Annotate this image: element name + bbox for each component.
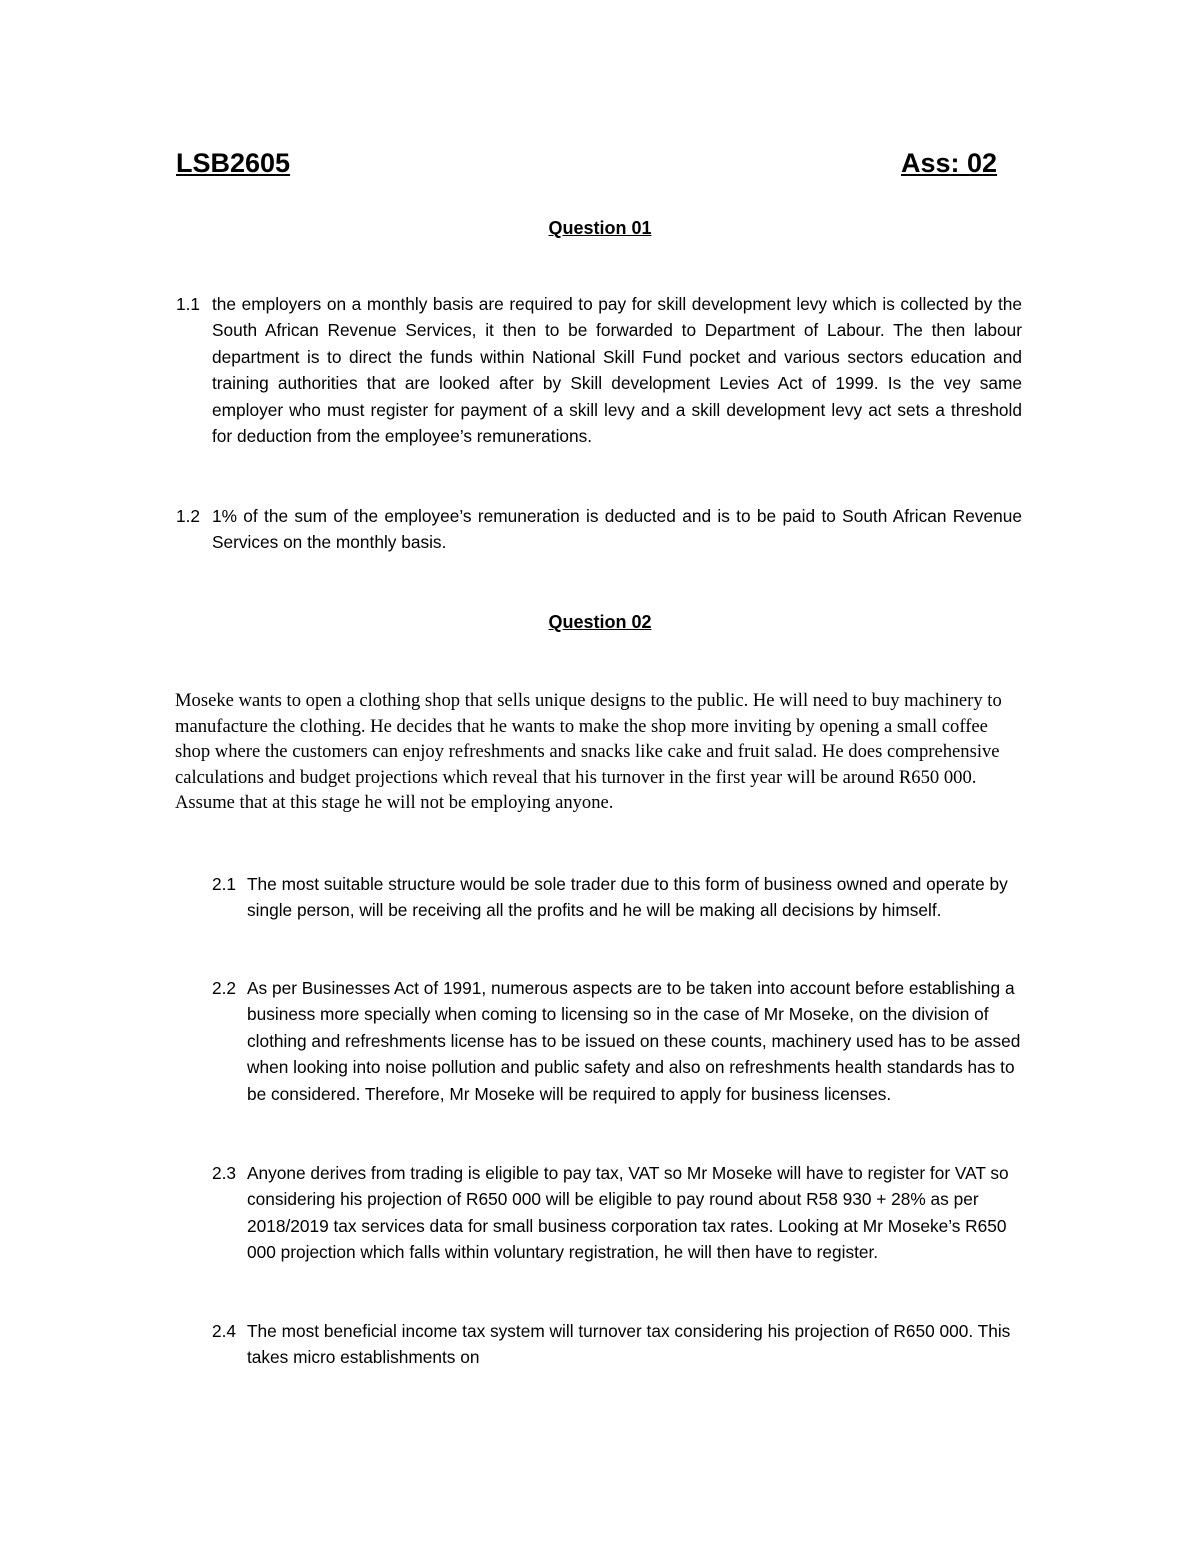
answer-text: As per Businesses Act of 1991, numerous aspects are to be taken into account before establishing a business more specially when coming to licensing so in the case of Mr Moseke, on the division of clothing and refreshments license has to be issued on these counts, machinery used has to be assed when looking into noise pollution and public safety and also on refreshments health standards has to be considered. Therefore, Mr Moseke will be required to apply for business licenses. xyxy=(247,978,1021,1104)
answer-text: The most beneficial income tax system will turnover tax considering his projection of R650 000. This takes micro establishments on xyxy=(247,1321,1011,1368)
answer-number: 1.1 xyxy=(176,294,201,314)
course-code-heading: LSB2605 xyxy=(176,148,291,178)
answer-text: The most suitable structure would be sole trader due to this form of business owned and operate by single person, will be receiving all the profits and he will be making all decisions by himself. xyxy=(247,874,1008,921)
answer-number: 2.3 xyxy=(212,1163,237,1183)
answer-text: the employers on a monthly basis are required to pay for skill development levy which is collected by the South African Revenue Services, it then to be forwarded to Department of Labour. The then labour department is to direct the funds within National Skill Fund pocket and various sectors education and training authorities that are looked after by Skill development Levies Act of 1999. Is the vey same employer who must register for payment of a skill levy and a skill development levy act sets a threshold for deduction from the employee’s remunerations. xyxy=(212,294,1022,447)
question-02-title: Question 02 xyxy=(548,612,652,632)
scenario-paragraph: Moseke wants to open a clothing shop that sells unique designs to the public. He will need to buy machinery to manufacture the clothing. He decides that he wants to make the shop more inviting by opening a small coffee shop where the customers can enjoy refreshments and snacks like cake and fruit salad. He does comprehensive calculations and budget projections which reveal that his turnover in the first year will be around R650 000. Assume that at this stage he will not be employing anyone. xyxy=(175,690,1002,814)
answer-text: Anyone derives from trading is eligible to pay tax, VAT so Mr Moseke will have to register for VAT so considering his projection of R650 000 will be eligible to pay round about R58 930 + 28% as per 2018/2019 tax services data for small business corporation tax rates. Looking at Mr Moseke’s R650 000 projection which falls within voluntary registration, he will then have to register. xyxy=(247,1163,1009,1263)
answer-number: 1.2 xyxy=(176,506,201,526)
assignment-number-heading: Ass: 02 xyxy=(901,148,998,178)
answer-number: 2.2 xyxy=(212,978,237,998)
question-01-title: Question 01 xyxy=(548,218,652,238)
answer-number: 2.1 xyxy=(212,874,237,894)
answer-text: 1% of the sum of the employee’s remuneration is deducted and is to be paid to South African Revenue Services on the monthly basis. xyxy=(212,506,1022,553)
answer-number: 2.4 xyxy=(212,1321,237,1341)
